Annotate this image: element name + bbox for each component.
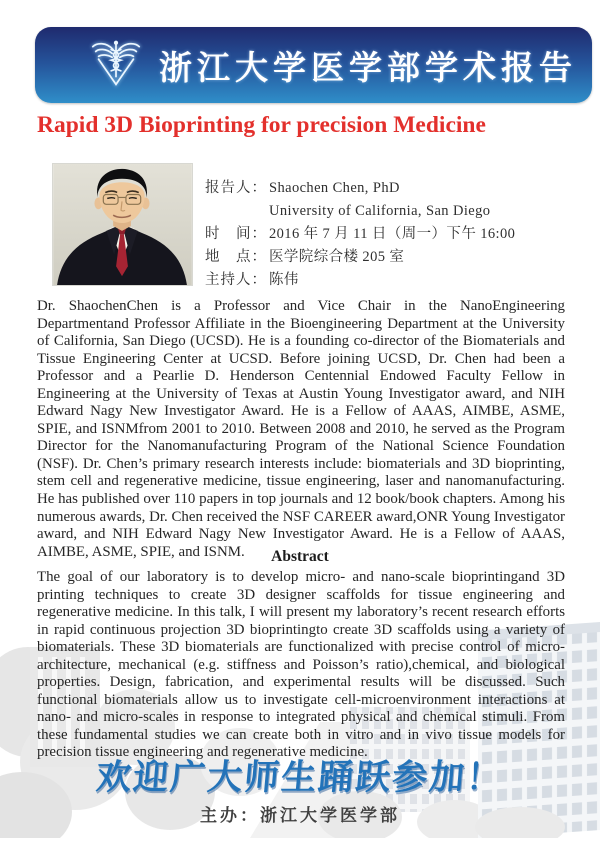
info-row-location <box>205 246 585 269</box>
info-row-time <box>205 223 585 246</box>
speaker-bio-paragraph: Dr. ShaochenChen is a Professor and Vice Chair in the NanoEngineering Departmentand Professor Affiliate in the Bioengineering Department at the University of California, San Diego (UCSD). He is a founding co-director of the Biomaterials and Tissue Engineering Center at UCSD. Before joining UCSD, Dr. Chen had been a Professor and a Pearlie D. Henderson Centennial Endowed Faculty Fellow in Engineering at the University of Texas at Austin Young Investigator award, and NIH Edward Nagy New Investigator Award. He is a Fellow of AAAS, AIMBE, ASME, SPIE, and ISNMfrom 2001 to 2010. Between 2008 and 2010, he served as the Program Director for the Nanomanufacturing Program of the National Science Foundation (NSF). Dr. Chen’s primary research interests include: biomaterials and 3D bioprinting, stem cell and regenerative medicine, tissue engineering, laser and nanomanufacturing. He has published over 110 papers in top journals and 12 book/book chapters. Among his numerous awards, Dr. Chen received the NSF CAREER award,ONR Young Investigator award, and NIH Edward Nagy New Investigator Award. He is a Fellow of AAAS, AIMBE, ASME, SPIE, and ISNM. <box>37 298 565 560</box>
location-label: 地 点： <box>205 249 267 265</box>
page-title: Rapid 3D Bioprinting for precision Medicine <box>37 112 486 138</box>
host-value: 陈伟 <box>269 272 299 288</box>
time-value: 2016 年 7 月 11 日（周一）下午 16:00 <box>269 226 516 242</box>
speaker-photo <box>52 163 193 286</box>
caduceus-icon <box>87 36 145 94</box>
organizer-text: 主办：浙江大学医学部 <box>200 806 400 825</box>
banner-title: 浙江大学医学部学术报告 <box>159 48 577 86</box>
speaker-name: Shaochen Chen, PhD <box>269 180 400 196</box>
info-row-affiliation <box>205 200 585 223</box>
host-label: 主持人： <box>205 272 267 288</box>
event-info <box>205 177 585 292</box>
time-label: 时 间： <box>205 226 267 242</box>
info-row-host <box>205 269 585 292</box>
abstract-paragraph: The goal of our laboratory is to develop micro- and nano-scale bioprintingand 3D printing techniques to create 3D designer scaffolds for tissue engineering and regenerative medicine. In this talk, I will present my laboratory’s recent research efforts in rapid continuous projection 3D bioprintingto create 3D scaffolds using a variety of biomaterials. These 3D biomaterials are functionalized with precise control of micro-architecture, mechanical (e.g. stiffness and Poisson’s ratio),chemical, and biological properties. Design, fabrication, and experimental results will be discussed. Such functional biomaterials allow us to investigate cell-microenvironment interactions at nano- and micro-scales in response to integrated physical and chemical stimuli. From these fundamental studies we can create both in vitro and in vivo tissue models for precision tissue engineering and regenerative medicine. <box>37 569 565 761</box>
info-row-speaker <box>205 177 585 200</box>
speaker-affiliation: University of California, San Diego <box>269 203 491 219</box>
speaker-label: 报告人： <box>205 180 267 196</box>
welcome-calligraphy-text: 欢迎广大师生踊跃参加！ <box>94 758 505 797</box>
location-value: 医学院综合楼 205 室 <box>269 249 405 265</box>
header-banner <box>35 27 592 103</box>
abstract-heading: Abstract <box>271 548 329 565</box>
